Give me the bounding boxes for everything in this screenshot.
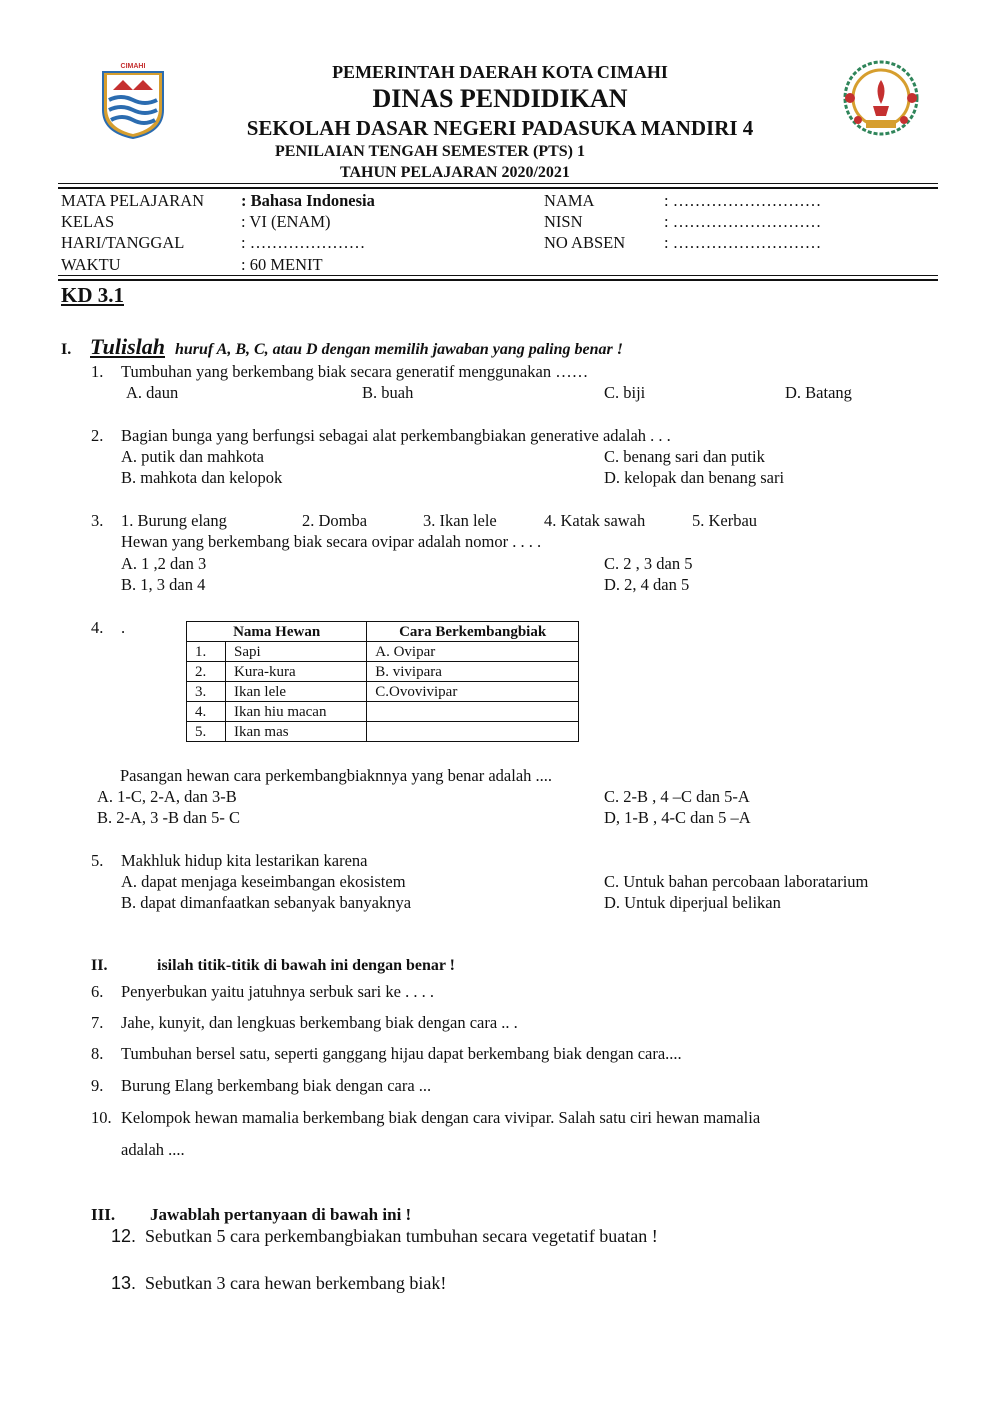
q3-item: 3. Ikan lele xyxy=(423,511,497,530)
section3-instruction: Jawablah pertanyaan di bawah ini ! xyxy=(150,1205,412,1224)
q2-number: 2. xyxy=(91,426,104,445)
q4-dot: . xyxy=(121,618,126,637)
essay-number: 10. xyxy=(91,1108,112,1127)
q1-question: Tumbuhan yang berkembang biak secara generatif menggunakan …… xyxy=(121,362,589,381)
header-government: PEMERINTAH DAERAH KOTA CIMAHI xyxy=(332,62,668,82)
long-question: Sebutkan 3 cara hewan berkembang biak! xyxy=(145,1273,447,1293)
essay-number: 8. xyxy=(91,1044,104,1063)
divider-top-1 xyxy=(58,183,938,184)
section1-lead: Tulislah xyxy=(90,334,165,359)
q5-option-d[interactable]: D. Untuk diperjual belikan xyxy=(604,893,781,912)
q3-number: 3. xyxy=(91,511,104,530)
long-question-number: 13. xyxy=(111,1273,137,1293)
section2-instruction: isilah titik-titik di bawah ini dengan benar ! xyxy=(157,957,455,974)
section1-number: I. xyxy=(61,341,72,358)
header-year: TAHUN PELAJARAN 2020/2021 xyxy=(340,164,570,181)
header-exam: PENILAIAN TENGAH SEMESTER (PTS) 1 xyxy=(275,143,585,160)
table-row xyxy=(187,722,579,742)
essay-number: 6. xyxy=(91,982,104,1001)
q3-question: Hewan yang berkembang biak secara ovipar adalah nomor . . . . xyxy=(121,532,542,551)
essay-question: Tumbuhan bersel satu, seperti ganggang hijau dapat berkembang biak dengan cara.... xyxy=(121,1044,682,1063)
essay-number: 7. xyxy=(91,1013,104,1032)
essay-question: Kelompok hewan mamalia berkembang biak dengan cara vivipar. Salah satu ciri hewan mamalia xyxy=(121,1108,761,1127)
essay-question: Jahe, kunyit, dan lengkuas berkembang biak dengan cara .. . xyxy=(121,1013,518,1032)
table-row xyxy=(187,642,579,662)
q4-option-a[interactable]: A. 1-C, 2-A, dan 3-B xyxy=(97,787,237,806)
meta-absen-field[interactable]: : ……………………… xyxy=(664,233,822,252)
table-cell-number: 5. xyxy=(187,722,226,742)
q3-item: 2. Domba xyxy=(302,511,368,530)
table-cell-animal: Sapi xyxy=(226,642,367,662)
q1-option-b[interactable]: B. buah xyxy=(362,383,414,402)
table-cell-method xyxy=(367,722,579,742)
q3-item: 1. Burung elang xyxy=(121,511,227,530)
table-row xyxy=(187,682,579,702)
header-school: SEKOLAH DASAR NEGERI PADASUKA MANDIRI 4 xyxy=(246,116,754,140)
table-cell-number: 1. xyxy=(187,642,226,662)
meta-name-field[interactable]: : ……………………… xyxy=(664,191,822,210)
meta-nisn-label: NISN xyxy=(544,212,583,231)
table-row xyxy=(187,662,579,682)
long-question: Sebutkan 5 cara perkembangbiakan tumbuhan secara vegetatif buatan ! xyxy=(145,1226,658,1246)
q2-option-b[interactable]: B. mahkota dan kelopok xyxy=(121,468,283,487)
q3-item: 5. Kerbau xyxy=(692,511,758,530)
q4-number: 4. xyxy=(91,618,104,637)
q3-option-d[interactable]: D. 2, 4 dan 5 xyxy=(604,575,690,594)
meta-class-label: KELAS xyxy=(61,212,115,231)
table-cell-animal: Ikan hiu macan xyxy=(226,702,367,722)
q5-number: 5. xyxy=(91,851,104,870)
q1-number: 1. xyxy=(91,362,104,381)
essay-question: Penyerbukan yaitu jatuhnya serbuk sari ke . . . . xyxy=(121,982,434,1001)
q4-option-d[interactable]: D, 1-B , 4-C dan 5 –A xyxy=(604,808,751,827)
section1-instruction: huruf A, B, C, atau D dengan memilih jawaban yang paling benar ! xyxy=(175,341,623,358)
q4-question: Pasangan hewan cara perkembangbiaknnya yang benar adalah .... xyxy=(120,766,553,785)
q1-option-a[interactable]: A. daun xyxy=(126,383,179,402)
q3-option-c[interactable]: C. 2 , 3 dan 5 xyxy=(604,554,693,573)
section2-number: II. xyxy=(91,957,108,974)
table-header-animal: Nama Hewan xyxy=(187,622,367,642)
q5-option-a[interactable]: A. dapat menjaga keseimbangan ekosistem xyxy=(121,872,406,891)
q2-option-d[interactable]: D. kelopak dan benang sari xyxy=(604,468,785,487)
table-cell-method xyxy=(367,702,579,722)
meta-subject-label: MATA PELAJARAN xyxy=(61,191,205,210)
svg-text:CIMAHI: CIMAHI xyxy=(120,63,146,70)
table-cell-method: A. Ovipar xyxy=(367,642,579,662)
q2-question: Bagian bunga yang berfungsi sebagai alat perkembangbiakan generative adalah . . . xyxy=(121,426,671,445)
q3-option-a[interactable]: A. 1 ,2 dan 3 xyxy=(121,554,207,573)
table-cell-animal: Ikan lele xyxy=(226,682,367,702)
meta-subject-value: : Bahasa Indonesia xyxy=(241,191,375,210)
table-row xyxy=(187,702,579,722)
q2-option-c[interactable]: C. benang sari dan putik xyxy=(604,447,765,466)
q4-option-c[interactable]: C. 2-B , 4 –C dan 5-A xyxy=(604,787,750,806)
meta-time-label: WAKTU xyxy=(61,255,121,274)
q3-option-b[interactable]: B. 1, 3 dan 4 xyxy=(121,575,206,594)
table-cell-number: 4. xyxy=(187,702,226,722)
q5-option-b[interactable]: B. dapat dimanfaatkan sebanyak banyaknya xyxy=(121,893,412,912)
animal-table xyxy=(186,621,579,742)
meta-date-value[interactable]: : ………………… xyxy=(241,233,366,252)
essay-question: Burung Elang berkembang biak dengan cara ... xyxy=(121,1076,432,1095)
meta-time-value: : 60 MENIT xyxy=(241,255,323,274)
table-cell-animal: Ikan mas xyxy=(226,722,367,742)
table-cell-method: C.Ovovivipar xyxy=(367,682,579,702)
meta-name-label: NAMA xyxy=(544,191,595,210)
long-question-number: 12. xyxy=(111,1226,137,1246)
meta-nisn-field[interactable]: : ……………………… xyxy=(664,212,822,231)
table-cell-animal: Kura-kura xyxy=(226,662,367,682)
divider-meta-1 xyxy=(58,275,938,276)
section3-number: III. xyxy=(91,1205,116,1224)
meta-absen-label: NO ABSEN xyxy=(544,233,626,252)
divider-meta-2 xyxy=(58,279,938,281)
q2-option-a[interactable]: A. putik dan mahkota xyxy=(121,447,264,466)
header-department: DINAS PENDIDIKAN xyxy=(372,84,628,113)
q5-option-c[interactable]: C. Untuk bahan percobaan laboratarium xyxy=(604,872,869,891)
q1-option-d[interactable]: D. Batang xyxy=(785,383,852,402)
q5-question: Makhluk hidup kita lestarikan karena xyxy=(121,851,368,870)
table-header-row xyxy=(187,622,579,642)
table-cell-number: 2. xyxy=(187,662,226,682)
q3-item: 4. Katak sawah xyxy=(544,511,646,530)
meta-class-value: : VI (ENAM) xyxy=(241,212,331,231)
table-header-method: Cara Berkembangbiak xyxy=(367,622,579,642)
q4-option-b[interactable]: B. 2-A, 3 -B dan 5- C xyxy=(97,808,240,827)
table-cell-method: B. vivipara xyxy=(367,662,579,682)
divider-top-2 xyxy=(58,187,938,189)
table-cell-number: 3. xyxy=(187,682,226,702)
kd-heading: KD 3.1 xyxy=(61,283,124,307)
essay-number: 9. xyxy=(91,1076,104,1095)
meta-date-label: HARI/TANGGAL xyxy=(61,233,185,252)
q1-option-c[interactable]: C. biji xyxy=(604,383,646,402)
essay-question-continued: adalah .... xyxy=(121,1140,185,1159)
